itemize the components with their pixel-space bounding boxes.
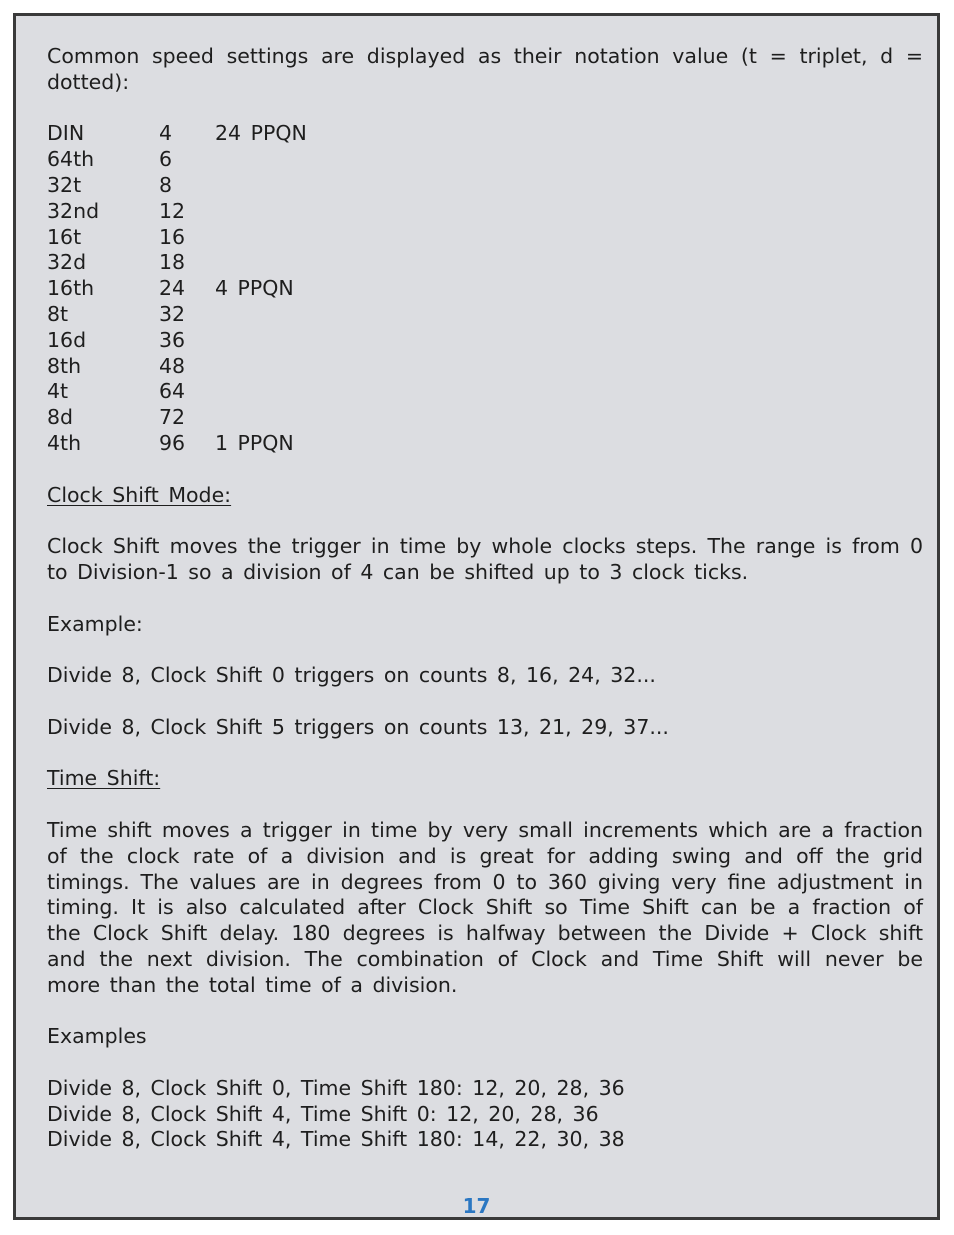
spacer (47, 1050, 923, 1076)
speed-value: 18 (159, 250, 186, 275)
speed-note-name: 16d (47, 327, 87, 352)
spacer (47, 586, 923, 612)
spacer (47, 457, 923, 483)
speed-value: 36 (159, 327, 186, 352)
speed-note-name: 16t (47, 224, 82, 249)
table-row (47, 405, 923, 431)
speed-ppqn: 1 PPQN (215, 430, 294, 455)
table-row (47, 379, 923, 405)
time-shift-example: Divide 8, Clock Shift 4, Time Shift 180: 14, 22, 30, 38 (47, 1127, 625, 1152)
speed-note-name: DIN (47, 121, 85, 146)
spacer (47, 741, 923, 767)
speed-value: 64 (159, 379, 186, 404)
time-shift-heading: Time Shift: (47, 766, 161, 791)
time-shift-examples-label: Examples (47, 1024, 147, 1049)
spacer (47, 792, 923, 818)
speed-settings-table (47, 121, 923, 456)
speed-value: 96 (159, 430, 186, 455)
time-shift-example: Divide 8, Clock Shift 0, Time Shift 180: 12, 20, 28, 36 (47, 1075, 625, 1100)
speed-note-name: 32d (47, 250, 87, 275)
speed-value: 24 (159, 276, 186, 301)
table-row (47, 199, 923, 225)
speed-value: 32 (159, 301, 186, 326)
page-number: 17 (462, 1194, 491, 1218)
clock-shift-example: Divide 8, Clock Shift 0 triggers on counts 8, 16, 24, 32... (47, 663, 656, 688)
table-row (47, 431, 923, 457)
spacer (47, 998, 923, 1024)
time-shift-example: Divide 8, Clock Shift 4, Time Shift 0: 12, 20, 28, 36 (47, 1101, 599, 1126)
speed-note-name: 8t (47, 301, 69, 326)
speed-note-name: 4t (47, 379, 69, 404)
speed-note-name: 32nd (47, 198, 100, 223)
speed-note-name: 8th (47, 353, 82, 378)
speed-value: 4 (159, 121, 173, 146)
table-row (47, 173, 923, 199)
spacer (47, 508, 923, 534)
table-row (47, 225, 923, 251)
clock-shift-example: Divide 8, Clock Shift 5 triggers on counts 13, 21, 29, 37... (47, 714, 669, 739)
spacer (47, 96, 923, 122)
spacer (47, 689, 923, 715)
speed-note-name: 32t (47, 172, 82, 197)
speed-value: 12 (159, 198, 186, 223)
manual-page (13, 13, 940, 1220)
table-row (47, 147, 923, 173)
speed-value: 72 (159, 405, 186, 430)
clock-shift-example-label: Example: (47, 611, 143, 636)
speed-note-name: 16th (47, 276, 95, 301)
speed-ppqn: 24 PPQN (215, 121, 307, 146)
time-shift-body: Time shift moves a trigger in time by very small increments which are a fraction of the clock rate of a division and is great for adding swing and off the grid timings. The values are in degrees from 0 to 360 giving very fine adjustment in timing. It is also calculated after Clock Shift so Time Shift can be a fraction of the Clock Shift delay. 180 degrees is halfway between the Divide + Clock shift and the next division. The combination of Clock and Time Shift will never be more than the total time of a division. (47, 817, 923, 997)
spacer (47, 637, 923, 663)
clock-shift-body: Clock Shift moves the trigger in time by whole clocks steps. The range is from 0 to Division-1 so a division of 4 can be shifted up to 3 clock ticks. (47, 534, 923, 584)
speed-note-name: 64th (47, 147, 95, 172)
speed-value: 8 (159, 172, 173, 197)
clock-shift-heading: Clock Shift Mode: (47, 482, 232, 507)
speed-value: 16 (159, 224, 186, 249)
speed-value: 6 (159, 147, 173, 172)
speed-note-name: 4th (47, 430, 82, 455)
speed-value: 48 (159, 353, 186, 378)
table-row (47, 302, 923, 328)
table-row (47, 354, 923, 380)
table-row (47, 328, 923, 354)
intro-paragraph: Common speed settings are displayed as their notation value (t = triplet, d = dotted): (47, 44, 923, 94)
page-content (47, 44, 923, 1153)
speed-ppqn: 4 PPQN (215, 276, 294, 301)
speed-note-name: 8d (47, 405, 74, 430)
table-row (47, 121, 923, 147)
table-row (47, 250, 923, 276)
table-row (47, 276, 923, 302)
